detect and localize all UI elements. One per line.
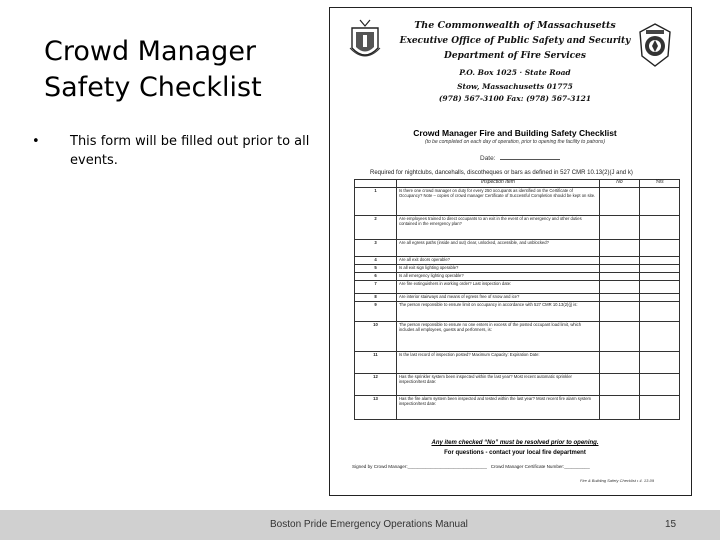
table-row <box>355 281 680 294</box>
table-row <box>355 257 680 265</box>
no-checkbox <box>600 322 640 352</box>
form-header-line: Department of Fire Services <box>444 51 586 61</box>
yes-checkbox <box>640 240 680 257</box>
item-number: 6 <box>355 273 397 281</box>
item-text: The person responsible to ensure limit on occupancy in accordance with 527 CMR 10.13(2)(j) is: <box>397 302 600 322</box>
footer-bar <box>0 510 720 540</box>
yes-checkbox <box>640 273 680 281</box>
certificate-label: Crowd Manager Certificate Number: <box>490 464 565 469</box>
form-header-line: Stow, Massachusetts 01775 <box>457 82 573 91</box>
form-requirement: Required for nightclubs, dancehalls, discotheques or bars as defined in 527 CMR 10.13(2)(J and k) <box>370 170 633 176</box>
bullet-text: This form will be filled out prior to all events. <box>70 134 310 168</box>
form-date-field <box>480 155 560 162</box>
yes-checkbox <box>640 188 680 216</box>
bullet-item <box>32 132 312 170</box>
no-checkbox <box>600 302 640 322</box>
item-number: 8 <box>355 294 397 302</box>
item-text: Has the sprinkler system been inspected within the last year? Most recent automatic sprinkler inspection/test date: <box>397 374 600 396</box>
item-number: 9 <box>355 302 397 322</box>
no-checkbox <box>600 273 640 281</box>
no-checkbox <box>600 265 640 273</box>
fire-services-badge-icon <box>638 22 672 68</box>
table-row <box>355 302 680 322</box>
col-yes-header: Yes <box>640 180 680 188</box>
table-row <box>355 374 680 396</box>
form-header-line: Executive Office of Public Safety and Security <box>399 36 631 46</box>
date-label: Date: <box>480 155 496 162</box>
table-row <box>355 273 680 281</box>
item-number: 1 <box>355 188 397 216</box>
item-text: Has the fire alarm system been inspected and tested within the last year? Most recent fire alarm system inspection/test date: <box>397 396 600 420</box>
item-number: 10 <box>355 322 397 352</box>
item-text: The person responsible to ensure no one enters in excess of the posted occupant load limit, which includes all employees, guests and performers, is: <box>397 322 600 352</box>
yes-checkbox <box>640 265 680 273</box>
table-row <box>355 188 680 216</box>
no-checkbox <box>600 396 640 420</box>
date-line <box>500 159 560 160</box>
item-text: Is all emergency lighting operable? <box>397 273 600 281</box>
page-number: 15 <box>665 519 677 530</box>
item-number: 11 <box>355 352 397 374</box>
yes-checkbox <box>640 294 680 302</box>
yes-checkbox <box>640 322 680 352</box>
checklist-form-image <box>329 7 692 496</box>
yes-checkbox <box>640 257 680 265</box>
no-checkbox <box>600 281 640 294</box>
item-number: 3 <box>355 240 397 257</box>
no-checkbox <box>600 216 640 240</box>
signature-line: Signed by Crowd Manager:_______________________________ Crowd Manager Certificate Number:__________ <box>352 464 590 469</box>
yes-checkbox <box>640 396 680 420</box>
table-row <box>355 240 680 257</box>
item-text: Is all exit sign lighting operable? <box>397 265 600 273</box>
massachusetts-seal-icon <box>348 18 382 64</box>
yes-checkbox <box>640 281 680 294</box>
item-number: 7 <box>355 281 397 294</box>
no-checkbox <box>600 240 640 257</box>
slide-title: Crowd Manager Safety Checklist <box>44 36 262 103</box>
contact-notice: For questions - contact your local fire department <box>444 450 586 456</box>
no-checkbox <box>600 294 640 302</box>
table-row <box>355 396 680 420</box>
checklist-table <box>354 179 680 420</box>
item-text: Are employees trained to direct occupants to an exit in the event of an emergency and other duties contained in the emergency plan? <box>397 216 600 240</box>
no-checkbox <box>600 374 640 396</box>
form-revision: Fire & Building Safety Checklist • 4. 13-09 <box>580 478 655 483</box>
yes-checkbox <box>640 216 680 240</box>
col-number-header <box>355 180 397 188</box>
no-checkbox <box>600 257 640 265</box>
item-text: Are fire extinguishers in working order? Last inspection date: <box>397 281 600 294</box>
item-text: Are all egress paths (inside and out) clear, unlocked, accessible, and unblocked? <box>397 240 600 257</box>
table-row <box>355 294 680 302</box>
resolve-notice: Any item checked “No” must be resolved prior to opening. <box>431 440 599 446</box>
item-number: 2 <box>355 216 397 240</box>
no-checkbox <box>600 188 640 216</box>
table-row <box>355 265 680 273</box>
form-subtitle: (to be completed on each day of operation, prior to opening the facility to patrons) <box>424 139 606 145</box>
item-text: Is the last record of inspection posted? Maximum Capacity: Expiration Date: <box>397 352 600 374</box>
col-item-header: Inspection Item <box>397 180 600 188</box>
yes-checkbox <box>640 352 680 374</box>
bullet-marker: • <box>32 134 40 149</box>
item-number: 12 <box>355 374 397 396</box>
table-row <box>355 352 680 374</box>
form-header-line: The Commonwealth of Massachusetts <box>414 20 616 31</box>
item-text: Are all exit doors operable? <box>397 257 600 265</box>
no-checkbox <box>600 352 640 374</box>
item-number: 4 <box>355 257 397 265</box>
table-row <box>355 322 680 352</box>
form-header-line: P.O. Box 1025 · State Road <box>459 68 571 77</box>
item-text: Is there one crowd manager on duty for every 250 occupants as identified on the Certificate of Occupancy? Note – copies of crowd manager Certificate of Successful Completion should be kept on site. <box>397 188 600 216</box>
col-no-header: No <box>600 180 640 188</box>
form-title: Crowd Manager Fire and Building Safety Checklist <box>413 128 617 138</box>
footer-source: Boston Pride Emergency Operations Manual <box>270 519 468 530</box>
yes-checkbox <box>640 374 680 396</box>
checklist-header-row <box>355 180 680 188</box>
signed-label: Signed by Crowd Manager: <box>352 464 408 469</box>
item-number: 13 <box>355 396 397 420</box>
yes-checkbox <box>640 302 680 322</box>
form-header-line: (978) 567-3100 Fax: (978) 567-3121 <box>438 94 592 103</box>
item-number: 5 <box>355 265 397 273</box>
table-row <box>355 216 680 240</box>
item-text: Are interior stairways and means of egress free of snow and ice? <box>397 294 600 302</box>
